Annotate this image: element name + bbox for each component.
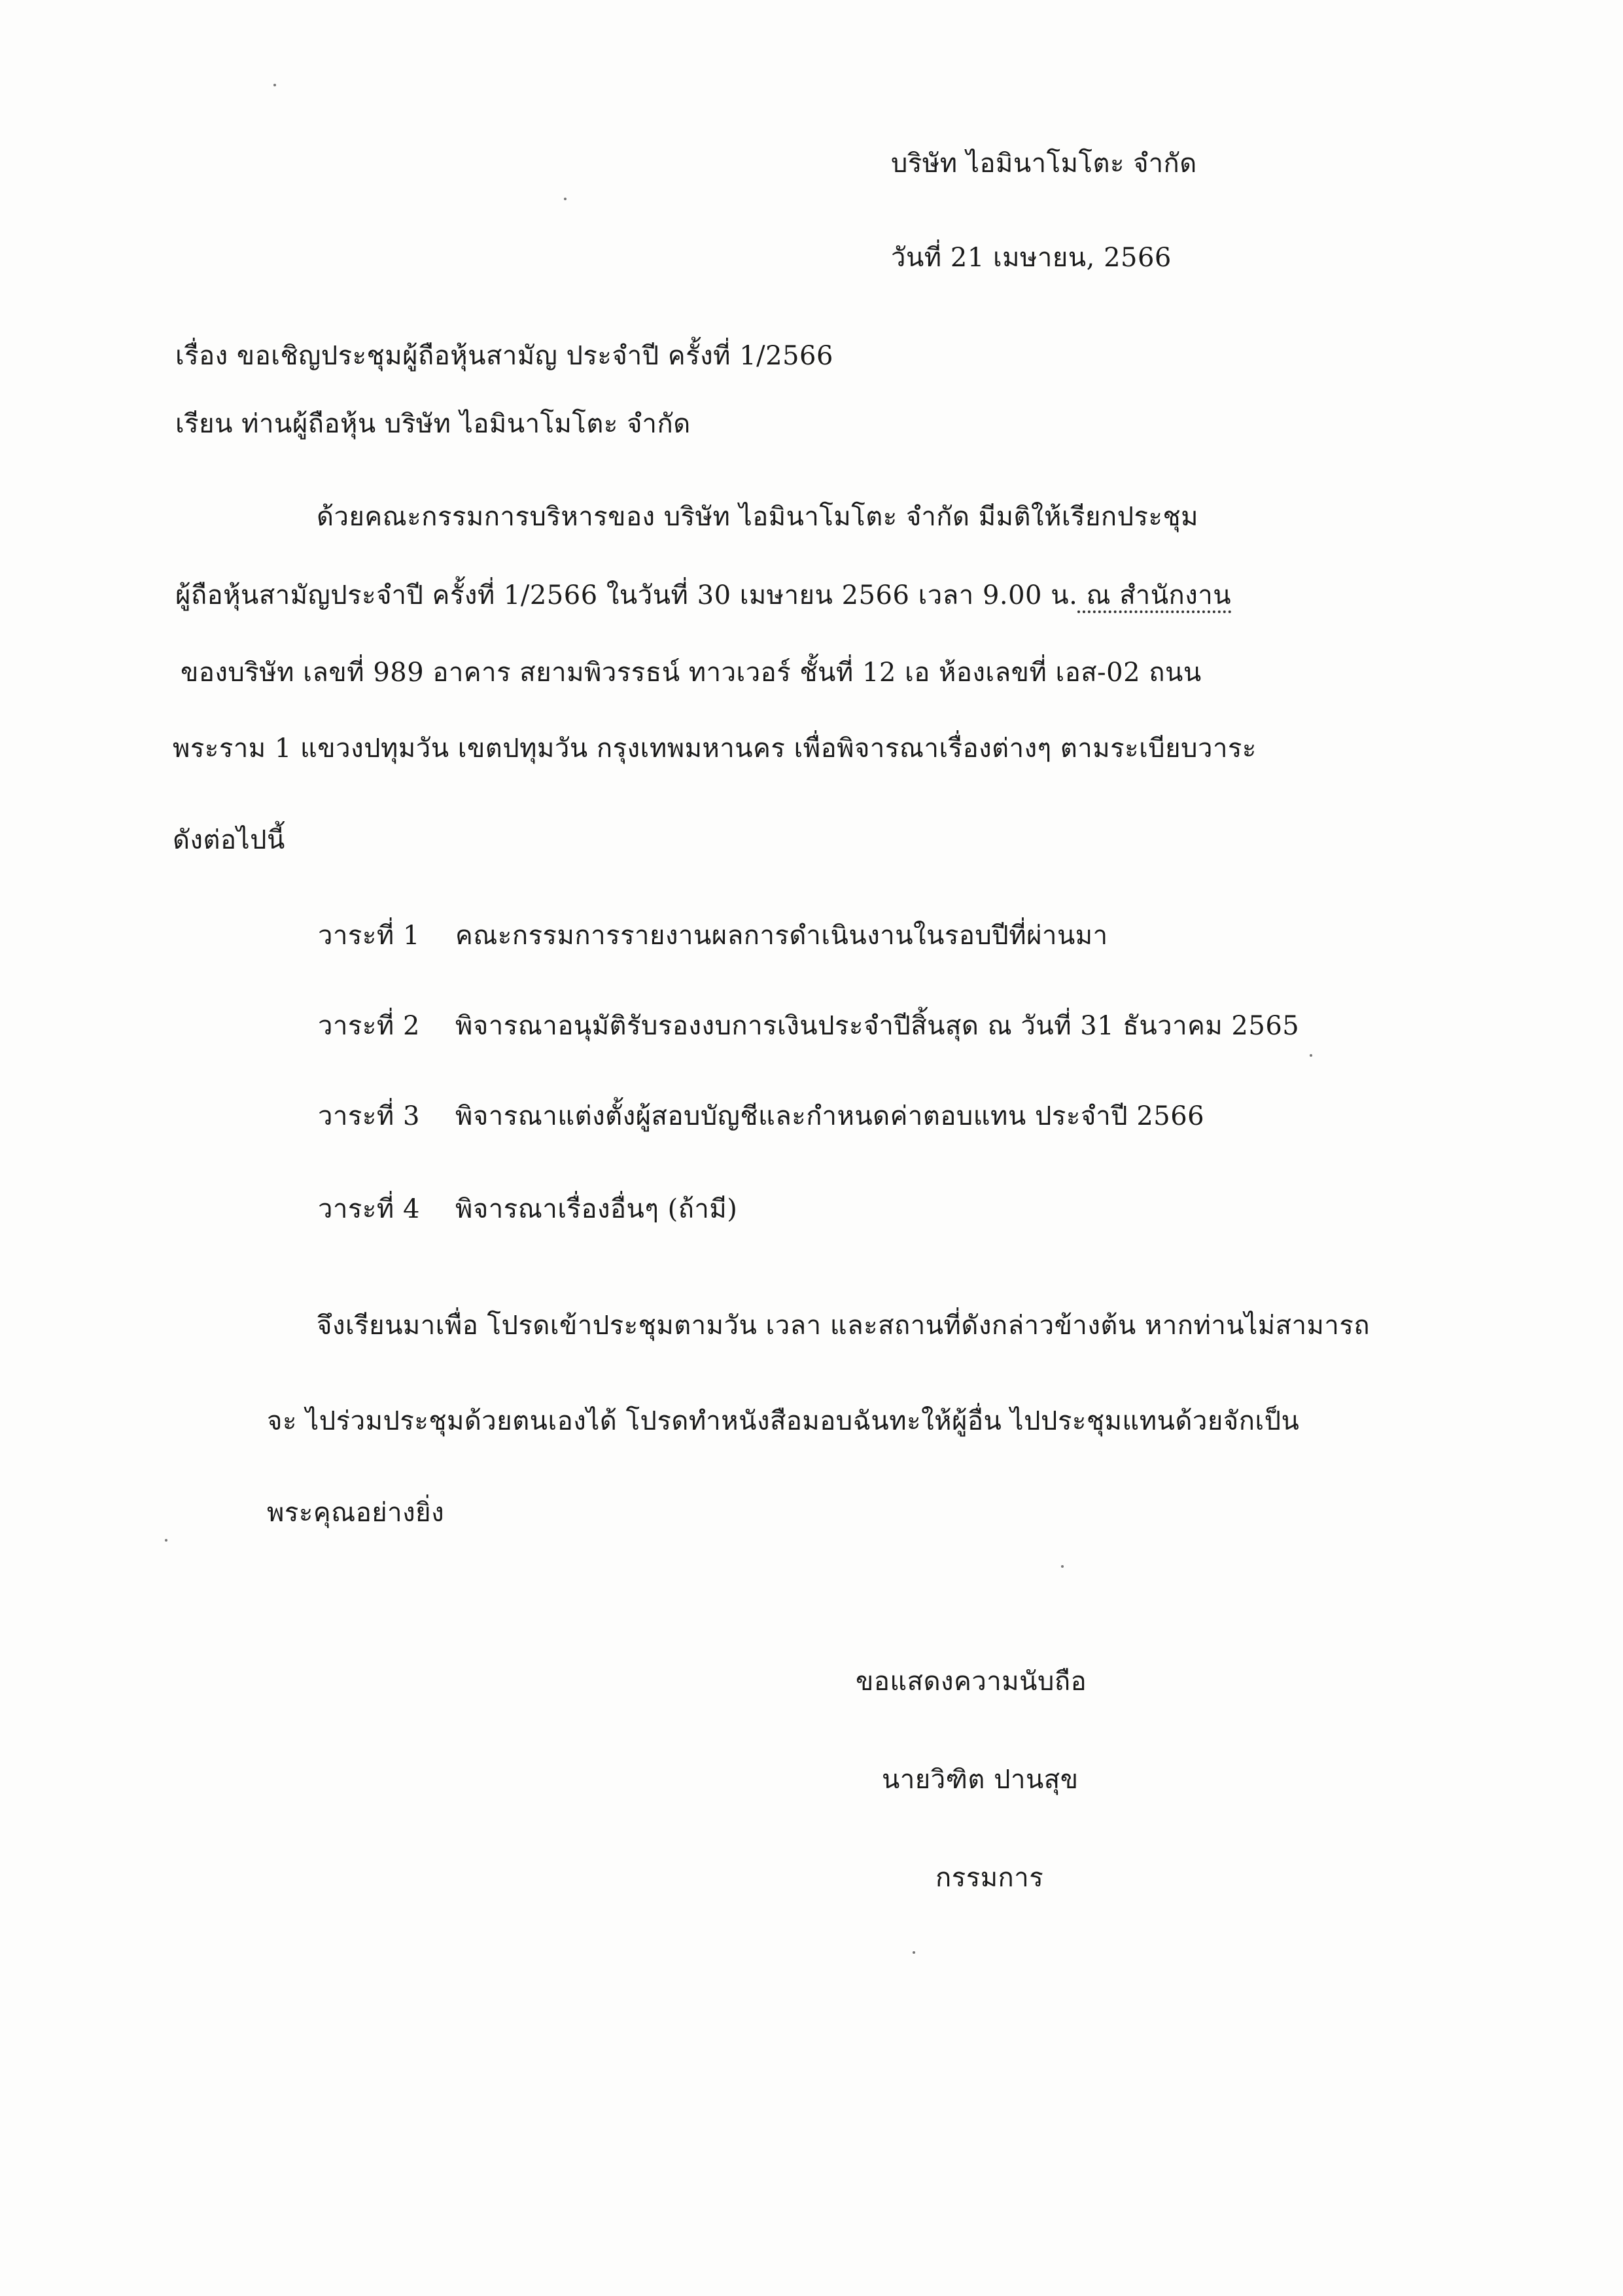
body-line-2-venue: ณ สำนักงาน bbox=[1077, 580, 1232, 610]
scan-speck bbox=[273, 84, 276, 86]
agenda-item bbox=[318, 1008, 1299, 1044]
scan-speck bbox=[1310, 1054, 1312, 1057]
signature-name: นายวิฑิต ปานสุข bbox=[882, 1765, 1079, 1795]
letter-subject: เรื่อง ขอเชิญประชุมผู้ถือหุ้นสามัญ ประจำปี ครั้งที่ 1/2566 bbox=[175, 341, 833, 371]
letter-recipient: เรียน ท่านผู้ถือหุ้น บริษัท ไอมินาโมโตะ จำกัด bbox=[175, 409, 691, 439]
agenda-item bbox=[318, 1191, 737, 1227]
agenda-text: พิจารณาอนุมัติรับรองงบการเงินประจำปีสิ้นสุด ณ วันที่ 31 ธันวาคม 2565 bbox=[455, 1011, 1300, 1041]
closing-line-2: จะ ไปร่วมประชุมด้วยตนเองได้ โปรดทำหนังสือมอบฉันทะให้ผู้อื่น ไปประชุมแทนด้วยจักเป็น bbox=[267, 1406, 1300, 1436]
agenda-text: คณะกรรมการรายงานผลการดำเนินงานในรอบปีที่ผ่านมา bbox=[455, 921, 1108, 951]
body-line-2 bbox=[175, 577, 1231, 614]
agenda-number: วาระที่ 1 bbox=[318, 921, 420, 951]
body-line-5: ดังต่อไปนี้ bbox=[173, 825, 285, 855]
agenda-number: วาระที่ 3 bbox=[318, 1101, 420, 1131]
body-line-2-main: ผู้ถือหุ้นสามัญประจำปี ครั้งที่ 1/2566 ในวันที่ 30 เมษายน 2566 เวลา 9.00 น. bbox=[175, 580, 1078, 610]
scan-speck bbox=[165, 1539, 167, 1542]
body-line-4: พระราม 1 แขวงปทุมวัน เขตปทุมวัน กรุงเทพมหานคร เพื่อพิจารณาเรื่องต่างๆ ตามระเบียบวาระ bbox=[173, 733, 1257, 764]
agenda-text: พิจารณาแต่งตั้งผู้สอบบัญชีและกำหนดค่าตอบแทน ประจำปี 2566 bbox=[455, 1101, 1205, 1131]
agenda-number: วาระที่ 4 bbox=[318, 1194, 420, 1224]
company-name: บริษัท ไอมินาโมโตะ จำกัด bbox=[891, 149, 1197, 179]
letter-date: วันที่ 21 เมษายน, 2566 bbox=[891, 243, 1172, 273]
body-line-1: ด้วยคณะกรรมการบริหารของ บริษัท ไอมินาโมโตะ จำกัด มีมติให้เรียกประชุม bbox=[317, 502, 1198, 532]
scan-speck bbox=[913, 1951, 915, 1954]
body-line-3: ของบริษัท เลขที่ 989 อาคาร สยามพิวรรธน์ ทาวเวอร์ ชั้นที่ 12 เอ ห้องเลขที่ เอส-02 ถนน bbox=[181, 658, 1202, 688]
agenda-item bbox=[318, 917, 1108, 954]
closing-line-1: จึงเรียนมาเพื่อ โปรดเข้าประชุมตามวัน เวลา และสถานที่ดังกล่าวข้างต้น หากท่านไม่สามารถ bbox=[317, 1311, 1370, 1341]
agenda-item bbox=[318, 1098, 1204, 1135]
signature-regards: ขอแสดงความนับถือ bbox=[856, 1667, 1087, 1697]
agenda-text: พิจารณาเรื่องอื่นๆ (ถ้ามี) bbox=[455, 1194, 738, 1224]
scan-speck bbox=[1061, 1565, 1064, 1568]
scan-speck bbox=[564, 198, 567, 200]
signature-title: กรรมการ bbox=[935, 1863, 1044, 1893]
closing-line-3: พระคุณอย่างยิ่ง bbox=[267, 1498, 445, 1528]
agenda-number: วาระที่ 2 bbox=[318, 1011, 420, 1041]
